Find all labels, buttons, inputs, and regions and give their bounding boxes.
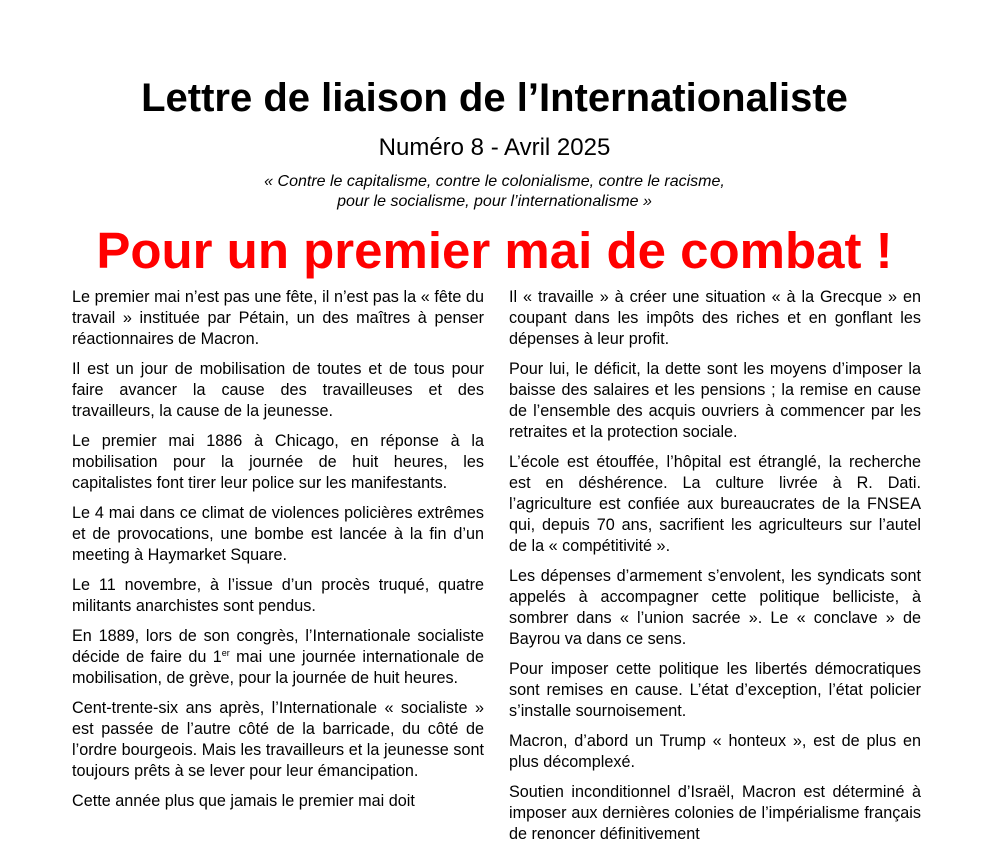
paragraph: Macron, d’abord un Trump « honteux », est de plus en plus décomplexé. <box>509 732 921 771</box>
ordinal-superscript: er <box>221 648 230 658</box>
paragraph: L’école est étouffée, l’hôpital est étranglé, la recherche est en déshérence. La culture livrée à R. Dati. l’agriculture est confiée aux bureaucrates de la FNSEA qui, depuis 70 ans, sacrifient les agriculteurs sur l’autel de la « compétitivité ». <box>509 453 921 555</box>
paragraph: Il « travaille » à créer une situation « à la Grecque » en coupant dans les impôts des riches et en gonflant les dépenses à leur profit. <box>509 288 921 348</box>
motto-line-2: pour le socialisme, pour l’internationalisme » <box>337 193 652 210</box>
left-column <box>72 287 484 821</box>
paragraph: Le premier mai n’est pas une fête, il n’est pas la « fête du travail » instituée par Pétain, un des maîtres à penser réactionnaires de Macron. <box>72 288 484 348</box>
issue-number: Numéro 8 - Avril 2025 <box>378 134 611 161</box>
paragraph: Le 4 mai dans ce climat de violences policières extrêmes et de provocations, une bombe est lancée à la fin d’un meeting à Haymarket Square. <box>72 504 484 564</box>
paragraph: Cent-trente-six ans après, l’Internationale « socialiste » est passée de l’autre côté de la barricade, du côté de l’ordre bourgeois. Mais les travailleurs et la jeunesse sont toujours prêts à se lever pour leur émancipation. <box>72 699 484 780</box>
paragraph: Les dépenses d’armement s’envolent, les syndicats sont appelés à accompagner cette politique belliciste, à sombrer dans « l’union sacrée ». Le « conclave » de Bayrou va dans ce sens. <box>509 567 921 648</box>
paragraph-text: En 1889, lors de son congrès, l’Internationale socialiste décide de faire du 1 <box>72 627 484 666</box>
paragraph: Pour lui, le déficit, la dette sont les moyens d’imposer la baisse des salaires et les pensions ; la remise en cause de l’ensemble des acquis ouvriers à commencer par les retraites et la protection sociale. <box>509 360 921 441</box>
headline: Pour un premier mai de combat ! <box>96 222 893 279</box>
paragraph: Soutien inconditionnel d’Israël, Macron est déterminé à imposer aux dernières colonies de l’impérialisme français de renoncer définitivement <box>509 783 921 843</box>
paragraph-text: mai une journée internationale de mobilisation, de grève, pour la journée de huit heures. <box>72 648 484 687</box>
motto <box>0 172 989 212</box>
newsletter-title: Lettre de liaison de l’Internationaliste <box>141 76 848 120</box>
paragraph: Il est un jour de mobilisation de toutes et de tous pour faire avancer la cause des travailleuses et des travailleurs, la cause de la jeunesse. <box>72 360 484 420</box>
paragraph: Cette année plus que jamais le premier mai doit <box>72 792 415 810</box>
paragraph: Le premier mai 1886 à Chicago, en réponse à la mobilisation pour la journée de huit heures, les capitalistes font tirer leur police sur les manifestants. <box>72 432 484 492</box>
paragraph: Pour imposer cette politique les libertés démocratiques sont remises en cause. L’état d’exception, l’état policier s’installe sournoisement. <box>509 660 921 720</box>
right-column <box>509 287 921 854</box>
paragraph: Le 11 novembre, à l’issue d’un procès truqué, quatre militants anarchistes sont pendus. <box>72 576 484 615</box>
motto-line-1: « Contre le capitalisme, contre le colonialisme, contre le racisme, <box>264 173 725 190</box>
paragraph <box>72 626 484 689</box>
